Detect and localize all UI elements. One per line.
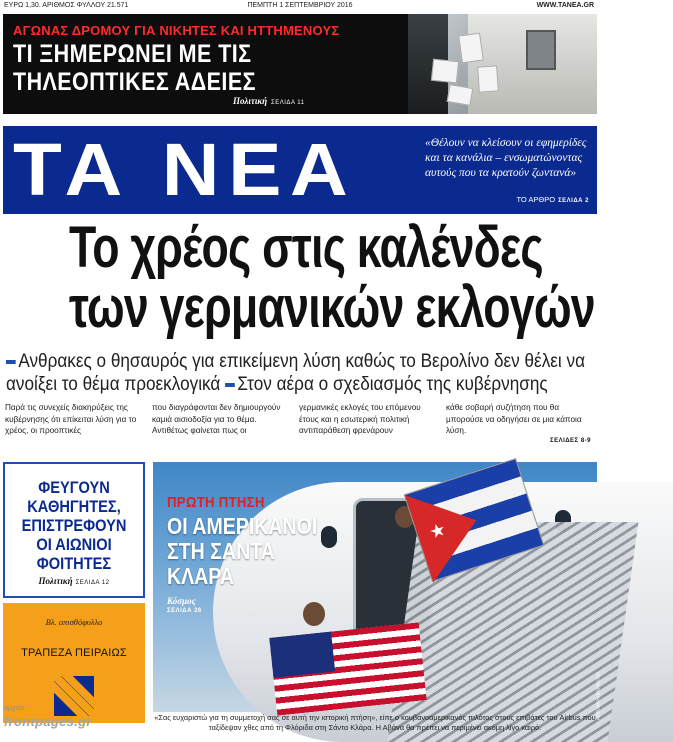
us-flag bbox=[269, 622, 426, 715]
top-banner-story[interactable] bbox=[3, 14, 597, 114]
body-column-1: Παρά τις συνεχείς διακηρύξεις της κυβέρνησης ότι επίκειται λύση για το χρέος, οι προοπτικές bbox=[5, 403, 137, 435]
banner-kicker: ΑΓΩΝΑΣ ΔΡΟΜΟΥ ΓΙΑ ΝΙΚΗΤΕΣ ΚΑΙ ΗΤΤΗΜΕΝΟΥΣ bbox=[13, 23, 340, 38]
banner-photo bbox=[408, 14, 597, 114]
flag-canton bbox=[269, 632, 335, 678]
photo-door-shape bbox=[526, 30, 556, 70]
side-story-page: ΣΕΛΙΔΑ 12 bbox=[75, 580, 110, 586]
side-story-box[interactable] bbox=[3, 462, 145, 598]
watermark-small: αρχείο bbox=[4, 705, 25, 712]
watermark-site: frontpages.gr bbox=[4, 714, 92, 729]
headline-line-1: Το χρέος στις καλένδες bbox=[69, 215, 543, 280]
banner-title: ΤΙ ΞΗΜΕΡΩΝΕΙ ΜΕ ΤΙΣ ΤΗΛΕΟΠΤΙΚΕΣ ΑΔΕΙΕΣ bbox=[13, 40, 256, 96]
banner-section-ref bbox=[233, 96, 305, 106]
photo-story-section: Κόσμος bbox=[167, 596, 196, 606]
bank-logo-icon bbox=[54, 676, 94, 716]
side-story-title: ΦΕΥΓΟΥΝ ΚΑΘΗΓΗΤΕΣ, ΕΠΙΣΤΡΕΦΟΥΝ ΟΙ ΑΙΩΝΙΟΙ ΦΟΙΤΗΤΕΣ bbox=[21, 478, 127, 573]
ad-bank-name: ΤΡΑΠΕΖΑ ΠΕΙΡΑΙΩΣ bbox=[21, 647, 127, 659]
body-column-2: που διαγράφονται δεν δημιουργούν καμιά αισιοδοξία για το θέμα. Αντιθέτως φαίνεται πως οι bbox=[152, 403, 281, 435]
masthead bbox=[3, 126, 597, 214]
body-column-3: γερμανικές εκλογές του επόμενου έτους και η εσωτερική πολιτική αντιπαράθεση φρενάρουν bbox=[299, 403, 421, 435]
subhead-part-2: Στον αέρα ο σχεδιασμός της κυβέρνησης bbox=[237, 373, 548, 395]
editorial-ref-page: ΣΕΛΙΔΑ 2 bbox=[558, 198, 589, 204]
lead-article-page-ref: ΣΕΛΙΔΕΣ 8-9 bbox=[549, 438, 591, 444]
bullet-dash-icon bbox=[225, 383, 235, 387]
banner-page: ΣΕΛΙΔΑ 11 bbox=[271, 100, 305, 106]
photo-credit: AP/RAMON ESPINOSA bbox=[595, 672, 600, 721]
photo-story-title: ΟΙ ΑΜΕΡΙΚΑΝΟΙ ΣΤΗ ΣΑΝΤΑ ΚΛΑΡΑ bbox=[167, 513, 318, 589]
person-head-shape bbox=[303, 602, 325, 626]
ad-note: Βλ. οπισθόφυλλο bbox=[45, 617, 103, 627]
photo-paper-shape bbox=[477, 65, 499, 92]
star-icon: ★ bbox=[426, 518, 449, 543]
photo-story[interactable] bbox=[153, 462, 600, 721]
issue-date: ΠΕΜΠΤΗ 1 ΣΕΠΤΕΜΒΡΙΟΥ 2016 bbox=[247, 2, 353, 9]
subhead-part-1: Ανθρακες ο θησαυρός για επικείμενη λύση καθώς το Βερολίνο δεν θέλει να ανοίξει το θέμα προεκλογικά bbox=[6, 350, 586, 395]
photo-caption: «Σας ευχαριστώ για τη συμμετοχή σας σε αυτή την ιστορική πτήση», είπε ο κουβανοαμερικανός πιλότος στους επιβάτες του Airbus που ταξίδεψαν χθες από τη Φλόριδα στη Σάντα Κλάρα. Η Αβάνα θα πρέπει να περιμένει ακόμη λίγο καιρό. bbox=[154, 713, 596, 732]
photo-paper-shape bbox=[447, 84, 474, 106]
subheadline bbox=[6, 350, 596, 396]
main-headline[interactable] bbox=[69, 215, 595, 340]
headline-line-2: των γερμανικών εκλογών bbox=[69, 275, 595, 340]
site-link[interactable]: WWW.TANEA.GR bbox=[536, 2, 594, 9]
newspaper-logo[interactable]: ΤΑ ΝΕΑ bbox=[13, 128, 357, 211]
side-story-ref bbox=[5, 576, 143, 586]
photo-paper-shape bbox=[458, 33, 484, 64]
photo-story-page: ΣΕΛΙΔΑ 26 bbox=[167, 608, 202, 614]
photo-story-kicker: ΠΡΩΤΗ ΠΤΗΣΗ bbox=[167, 494, 265, 511]
editorial-ref-label: ΤΟ ΑΡΘΡΟ bbox=[516, 195, 556, 204]
photo-paper-shape bbox=[431, 59, 459, 84]
top-info-line bbox=[0, 0, 600, 12]
bullet-dash-icon bbox=[6, 360, 16, 364]
editorial-ref bbox=[516, 195, 589, 204]
banner-section: Πολιτική bbox=[233, 96, 268, 106]
body-column-4: κάθε σοβαρή συζήτηση που θα μπορούσε να οδηγήσει σε μια κάποια λύση. bbox=[446, 403, 582, 435]
lead-article-body bbox=[5, 402, 595, 458]
editorial-quote: «Θέλουν να κλείσουν οι εφημερίδες και τα κανάλια – ενσωματώνοντας αυτούς που τα κρατούν ζωντανά» bbox=[425, 137, 587, 179]
price-issue: ΕΥΡΩ 1,30. ΑΡΙΘΜΟΣ ΦΥΛΛΟΥ 21.571 bbox=[4, 2, 129, 9]
side-story-section: Πολιτική bbox=[38, 576, 73, 586]
